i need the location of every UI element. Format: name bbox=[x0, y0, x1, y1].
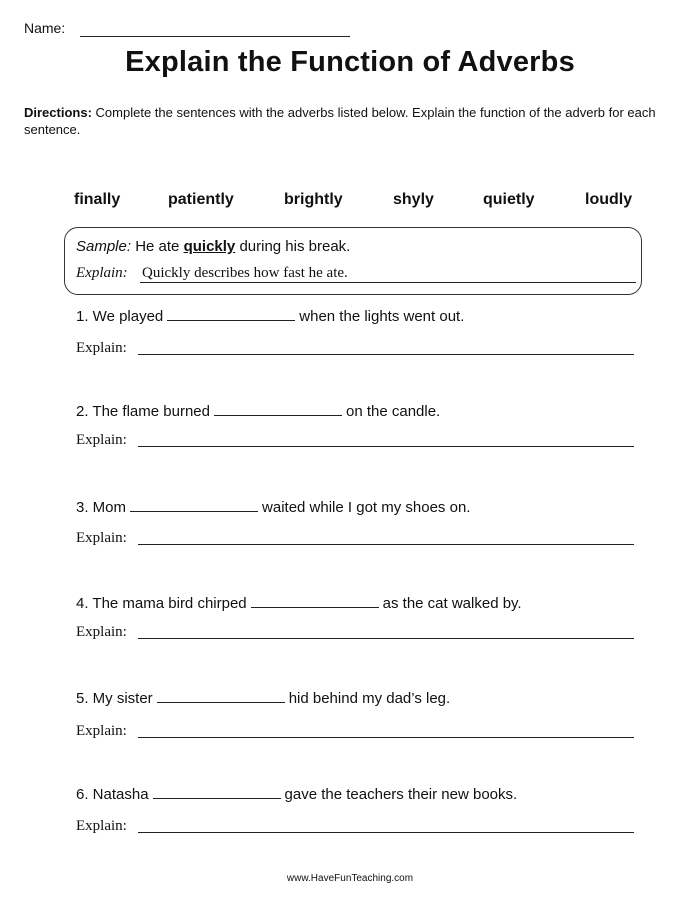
name-label: Name: bbox=[24, 20, 66, 36]
answer-blank[interactable] bbox=[167, 306, 295, 321]
answer-blank[interactable] bbox=[251, 593, 379, 608]
question-text-before: 1. We played bbox=[76, 308, 164, 325]
answer-blank[interactable] bbox=[157, 688, 285, 703]
question-text-before: 4. The mama bird chirped bbox=[76, 595, 247, 612]
question-text-after: waited while I got my shoes on. bbox=[262, 499, 471, 516]
explain-answer-line[interactable] bbox=[138, 832, 634, 833]
explain-answer-line[interactable] bbox=[138, 446, 634, 447]
question-text-before: 3. Mom bbox=[76, 499, 127, 516]
explain-label: Explain: bbox=[76, 624, 127, 640]
name-field-line[interactable] bbox=[80, 36, 350, 37]
word-bank-item: brightly bbox=[284, 191, 343, 208]
sample-label: Sample: bbox=[76, 238, 132, 255]
explain-label: Explain: bbox=[76, 432, 127, 448]
word-bank-item: quietly bbox=[483, 191, 535, 208]
explain-answer-line[interactable] bbox=[138, 354, 634, 355]
explain-answer-line[interactable] bbox=[138, 544, 634, 545]
question-text-before: 5. My sister bbox=[76, 690, 153, 707]
directions-text: Complete the sentences with the adverbs listed below. Explain the function of the adverb for each sentence. bbox=[24, 105, 656, 137]
question-text-after: when the lights went out. bbox=[299, 308, 465, 325]
sample-after: during his break. bbox=[239, 238, 351, 255]
explain-answer-line[interactable] bbox=[138, 737, 634, 738]
word-bank bbox=[60, 191, 650, 213]
answer-blank[interactable] bbox=[214, 401, 342, 416]
directions bbox=[24, 104, 674, 138]
question-text-after: on the candle. bbox=[345, 403, 441, 420]
word-bank-item: loudly bbox=[585, 191, 633, 208]
sample-keyword: quickly bbox=[183, 238, 236, 255]
sample-explain-answer: Quickly describes how fast he ate. bbox=[140, 265, 636, 283]
question-text-after: gave the teachers their new books. bbox=[284, 786, 518, 803]
answer-blank[interactable] bbox=[153, 784, 281, 799]
question-text-after: as the cat walked by. bbox=[382, 595, 522, 612]
sample-explain-label: Explain: bbox=[76, 265, 128, 281]
word-bank-item: shyly bbox=[393, 191, 434, 208]
sample-sentence bbox=[76, 238, 350, 255]
question-5 bbox=[76, 688, 450, 707]
word-bank-item: patiently bbox=[168, 191, 234, 208]
question-text-before: 6. Natasha bbox=[76, 786, 149, 803]
question-1 bbox=[76, 306, 464, 325]
question-6 bbox=[76, 784, 517, 803]
question-4 bbox=[76, 593, 522, 612]
question-3 bbox=[76, 497, 470, 516]
worksheet-title: Explain the Function of Adverbs bbox=[125, 46, 575, 78]
explain-label: Explain: bbox=[76, 340, 127, 356]
answer-blank[interactable] bbox=[130, 497, 258, 512]
explain-label: Explain: bbox=[76, 530, 127, 546]
explain-label: Explain: bbox=[76, 818, 127, 834]
question-text-before: 2. The flame burned bbox=[76, 403, 210, 420]
question-2 bbox=[76, 401, 440, 420]
explain-label: Explain: bbox=[76, 723, 127, 739]
word-bank-item: finally bbox=[74, 191, 121, 208]
footer-website: www.HaveFunTeaching.com bbox=[286, 873, 414, 884]
question-text-after: hid behind my dad’s leg. bbox=[288, 690, 451, 707]
explain-answer-line[interactable] bbox=[138, 638, 634, 639]
sample-before: He ate bbox=[135, 238, 180, 255]
directions-label: Directions: bbox=[24, 105, 92, 120]
